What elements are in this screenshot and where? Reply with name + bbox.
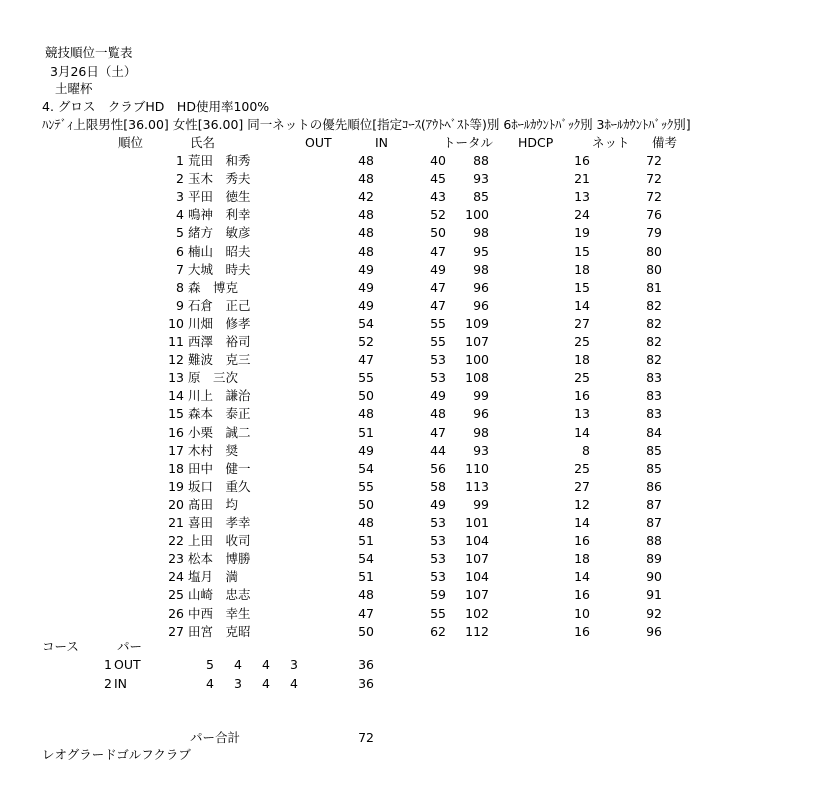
course-row-num: 2 (104, 676, 112, 691)
par-total-value: 72 (358, 730, 374, 745)
row-hdcp: 15 (574, 280, 590, 295)
row-name: 荒田 和秀 (188, 153, 251, 168)
row-hdcp: 16 (574, 587, 590, 602)
row-in: 49 (430, 388, 446, 403)
row-total: 98 (473, 225, 489, 240)
row-net: 82 (646, 334, 662, 349)
row-name: 川畑 修孝 (188, 316, 251, 331)
row-name: 塩月 満 (188, 569, 239, 584)
row-hdcp: 13 (574, 406, 590, 421)
row-hdcp: 12 (574, 497, 590, 512)
row-net: 84 (646, 425, 662, 440)
row-total: 88 (473, 153, 489, 168)
row-rank: 3 (176, 189, 184, 204)
row-rank: 5 (176, 225, 184, 240)
row-rank: 20 (168, 497, 184, 512)
row-hdcp: 21 (574, 171, 590, 186)
row-rank: 15 (168, 406, 184, 421)
col-out: OUT (305, 135, 332, 150)
row-rank: 4 (176, 207, 184, 222)
row-rank: 18 (168, 461, 184, 476)
row-rank: 1 (176, 153, 184, 168)
row-in: 56 (430, 461, 446, 476)
row-rank: 8 (176, 280, 184, 295)
course-row-par: 5 (206, 657, 214, 672)
row-hdcp: 13 (574, 189, 590, 204)
row-out: 48 (358, 244, 374, 259)
row-name: 原 三次 (188, 370, 239, 385)
row-out: 49 (358, 280, 374, 295)
row-net: 72 (646, 171, 662, 186)
row-name: 上田 收司 (188, 533, 251, 548)
row-name: 玉木 秀夫 (188, 171, 251, 186)
row-total: 93 (473, 443, 489, 458)
row-in: 53 (430, 515, 446, 530)
row-in: 53 (430, 569, 446, 584)
row-out: 50 (358, 388, 374, 403)
row-hdcp: 27 (574, 479, 590, 494)
row-total: 110 (465, 461, 489, 476)
club-name: レオグラードゴルフクラブ (42, 747, 191, 762)
row-rank: 24 (168, 569, 184, 584)
row-in: 47 (430, 298, 446, 313)
row-out: 51 (358, 533, 374, 548)
row-in: 52 (430, 207, 446, 222)
row-rank: 17 (168, 443, 184, 458)
row-total: 96 (473, 280, 489, 295)
row-net: 83 (646, 406, 662, 421)
row-out: 48 (358, 153, 374, 168)
row-out: 48 (358, 587, 374, 602)
row-hdcp: 14 (574, 425, 590, 440)
row-hdcp: 27 (574, 316, 590, 331)
row-rank: 7 (176, 262, 184, 277)
row-out: 50 (358, 497, 374, 512)
row-out: 47 (358, 352, 374, 367)
col-note: 備考 (652, 135, 678, 150)
row-in: 47 (430, 425, 446, 440)
row-hdcp: 18 (574, 551, 590, 566)
row-hdcp: 25 (574, 370, 590, 385)
row-in: 59 (430, 587, 446, 602)
row-rank: 22 (168, 533, 184, 548)
row-name: 松本 博勝 (188, 551, 251, 566)
row-total: 112 (465, 624, 489, 639)
col-hdcp: HDCP (518, 135, 554, 150)
row-in: 58 (430, 479, 446, 494)
row-name: 緒方 敏彦 (188, 225, 251, 240)
row-out: 48 (358, 171, 374, 186)
course-row-par: 3 (290, 657, 298, 672)
row-out: 54 (358, 461, 374, 476)
row-rank: 10 (168, 316, 184, 331)
doc-title: 競技順位一覧表 (45, 45, 133, 60)
row-total: 99 (473, 388, 489, 403)
row-rank: 13 (168, 370, 184, 385)
row-name: 楠山 昭夫 (188, 244, 251, 259)
row-out: 48 (358, 207, 374, 222)
row-in: 50 (430, 225, 446, 240)
row-net: 72 (646, 153, 662, 168)
row-total: 96 (473, 406, 489, 421)
row-rank: 23 (168, 551, 184, 566)
doc-event: 土曜杯 (55, 81, 93, 96)
row-name: 木村 奨 (188, 443, 239, 458)
row-total: 109 (465, 316, 489, 331)
row-net: 83 (646, 370, 662, 385)
row-hdcp: 16 (574, 153, 590, 168)
row-in: 47 (430, 280, 446, 295)
row-name: 中西 幸生 (188, 606, 251, 621)
row-net: 92 (646, 606, 662, 621)
row-rank: 14 (168, 388, 184, 403)
row-total: 113 (465, 479, 489, 494)
course-row-par: 4 (262, 657, 270, 672)
row-in: 53 (430, 551, 446, 566)
course-row-total: 36 (358, 657, 374, 672)
row-in: 55 (430, 316, 446, 331)
row-name: 鳴神 利幸 (188, 207, 251, 222)
row-out: 50 (358, 624, 374, 639)
row-in: 44 (430, 443, 446, 458)
row-out: 52 (358, 334, 374, 349)
row-net: 82 (646, 316, 662, 331)
row-total: 98 (473, 425, 489, 440)
row-in: 62 (430, 624, 446, 639)
row-hdcp: 25 (574, 461, 590, 476)
row-in: 47 (430, 244, 446, 259)
doc-rules: ﾊﾝﾃﾞｨ上限男性[36.00] 女性[36.00] 同一ネットの優先順位[指定ｺｰｽ(ｱｳﾄﾍﾞｽﾄ等)別 6ﾎｰﾙｶｳﾝﾄﾊﾞｯｸ別 3ﾎｰﾙｶｳﾝﾄﾊﾞｯｸ別] (42, 117, 691, 132)
row-net: 81 (646, 280, 662, 295)
col-in: IN (375, 135, 389, 150)
row-out: 51 (358, 569, 374, 584)
row-out: 48 (358, 406, 374, 421)
row-net: 87 (646, 515, 662, 530)
row-total: 100 (465, 352, 489, 367)
row-name: 髙田 均 (188, 497, 239, 512)
row-rank: 16 (168, 425, 184, 440)
course-row-total: 36 (358, 676, 374, 691)
row-rank: 9 (176, 298, 184, 313)
row-total: 85 (473, 189, 489, 204)
row-total: 101 (465, 515, 489, 530)
par-total-label: パー合計 (190, 730, 241, 745)
row-hdcp: 15 (574, 244, 590, 259)
row-total: 104 (465, 569, 489, 584)
row-hdcp: 14 (574, 515, 590, 530)
row-in: 49 (430, 497, 446, 512)
row-out: 49 (358, 262, 374, 277)
course-row-name: IN (114, 676, 128, 691)
row-rank: 21 (168, 515, 184, 530)
row-name: 石倉 正己 (188, 298, 251, 313)
row-in: 53 (430, 352, 446, 367)
row-name: 山崎 忠志 (188, 587, 251, 602)
row-out: 54 (358, 316, 374, 331)
row-rank: 12 (168, 352, 184, 367)
course-row-name: OUT (114, 657, 141, 672)
row-hdcp: 14 (574, 298, 590, 313)
row-total: 98 (473, 262, 489, 277)
course-label: コース (42, 639, 79, 654)
par-label: パー (117, 639, 143, 654)
row-net: 85 (646, 443, 662, 458)
row-hdcp: 10 (574, 606, 590, 621)
row-in: 45 (430, 171, 446, 186)
row-total: 96 (473, 298, 489, 313)
row-in: 49 (430, 262, 446, 277)
row-net: 80 (646, 244, 662, 259)
row-rank: 26 (168, 606, 184, 621)
row-hdcp: 18 (574, 262, 590, 277)
row-net: 85 (646, 461, 662, 476)
course-row-par: 4 (234, 657, 242, 672)
row-hdcp: 14 (574, 569, 590, 584)
row-name: 大城 時夫 (188, 262, 251, 277)
doc-date: 3月26日（土） (50, 64, 137, 79)
row-total: 107 (465, 551, 489, 566)
row-rank: 19 (168, 479, 184, 494)
row-in: 53 (430, 370, 446, 385)
row-hdcp: 24 (574, 207, 590, 222)
col-name: 氏名 (190, 135, 216, 150)
row-name: 坂口 重久 (188, 479, 251, 494)
row-net: 88 (646, 533, 662, 548)
row-out: 55 (358, 479, 374, 494)
col-net: ネット (592, 135, 630, 150)
row-total: 107 (465, 334, 489, 349)
row-in: 55 (430, 334, 446, 349)
row-total: 102 (465, 606, 489, 621)
col-rank: 順位 (118, 135, 144, 150)
row-total: 95 (473, 244, 489, 259)
course-row-par: 4 (262, 676, 270, 691)
row-rank: 2 (176, 171, 184, 186)
row-out: 54 (358, 551, 374, 566)
row-rank: 6 (176, 244, 184, 259)
row-in: 43 (430, 189, 446, 204)
row-out: 51 (358, 425, 374, 440)
row-rank: 25 (168, 587, 184, 602)
row-rank: 27 (168, 624, 184, 639)
row-net: 86 (646, 479, 662, 494)
course-row-par: 3 (234, 676, 242, 691)
row-total: 107 (465, 587, 489, 602)
row-name: 川上 謙治 (188, 388, 251, 403)
col-total: トータル (443, 135, 494, 150)
row-net: 90 (646, 569, 662, 584)
row-in: 53 (430, 533, 446, 548)
row-in: 48 (430, 406, 446, 421)
row-hdcp: 16 (574, 388, 590, 403)
row-out: 49 (358, 443, 374, 458)
row-name: 喜田 孝幸 (188, 515, 251, 530)
row-out: 55 (358, 370, 374, 385)
row-net: 89 (646, 551, 662, 566)
row-net: 72 (646, 189, 662, 204)
row-net: 82 (646, 298, 662, 313)
row-net: 91 (646, 587, 662, 602)
row-out: 47 (358, 606, 374, 621)
course-row-par: 4 (206, 676, 214, 691)
row-hdcp: 19 (574, 225, 590, 240)
doc-format: 4. グロス クラブHD HD使用率100% (42, 99, 270, 114)
row-net: 80 (646, 262, 662, 277)
row-net: 82 (646, 352, 662, 367)
row-net: 96 (646, 624, 662, 639)
row-total: 100 (465, 207, 489, 222)
row-name: 田宮 克昭 (188, 624, 251, 639)
row-rank: 11 (168, 334, 184, 349)
row-name: 森本 泰正 (188, 406, 251, 421)
row-net: 76 (646, 207, 662, 222)
row-hdcp: 18 (574, 352, 590, 367)
course-row-par: 4 (290, 676, 298, 691)
row-total: 108 (465, 370, 489, 385)
course-row-num: 1 (104, 657, 112, 672)
row-name: 田中 健一 (188, 461, 251, 476)
row-name: 平田 徳生 (188, 189, 251, 204)
row-total: 104 (465, 533, 489, 548)
row-hdcp: 16 (574, 533, 590, 548)
row-in: 55 (430, 606, 446, 621)
row-out: 42 (358, 189, 374, 204)
row-out: 48 (358, 225, 374, 240)
row-hdcp: 25 (574, 334, 590, 349)
row-net: 83 (646, 388, 662, 403)
row-net: 79 (646, 225, 662, 240)
row-total: 93 (473, 171, 489, 186)
row-out: 49 (358, 298, 374, 313)
row-in: 40 (430, 153, 446, 168)
row-name: 西澤 裕司 (188, 334, 251, 349)
row-hdcp: 8 (582, 443, 590, 458)
row-hdcp: 16 (574, 624, 590, 639)
row-name: 森 博克 (188, 280, 239, 295)
row-net: 87 (646, 497, 662, 512)
row-out: 48 (358, 515, 374, 530)
row-name: 小栗 誠二 (188, 425, 251, 440)
row-total: 99 (473, 497, 489, 512)
row-name: 難波 克三 (188, 352, 251, 367)
